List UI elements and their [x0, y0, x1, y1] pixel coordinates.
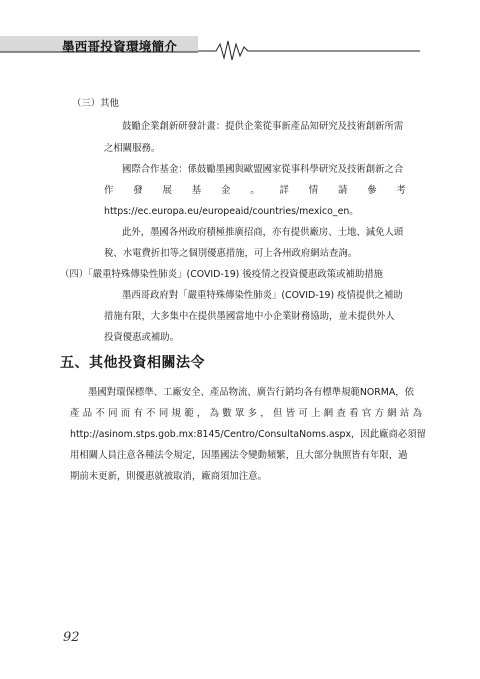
char: 考 — [396, 185, 406, 196]
char: 網 — [387, 408, 397, 419]
char: 站 — [399, 408, 410, 419]
header-title: 墨西哥投資環境簡介 — [62, 39, 178, 54]
paragraph-line: 鼓勵企業創新研發計畫：提供企業從事新產品知研究及技術創新所需 — [122, 121, 404, 132]
char: 而 — [120, 408, 131, 419]
char: 金 — [221, 185, 231, 196]
paragraph-line: 期前未更新，則優惠就被取消，廠商須加注意。 — [70, 471, 267, 482]
char: 詳 — [279, 185, 289, 196]
char: 官 — [361, 408, 372, 419]
char: 方 — [374, 408, 384, 419]
char: 規 — [171, 408, 181, 419]
char: 發 — [133, 185, 143, 196]
char: 多 — [247, 408, 258, 419]
subsection-label-four: （四）「嚴重特殊傳染性肺炎」(COVID-19) 後疫情之投資優惠政策或補助措施 — [60, 269, 383, 280]
char: ， — [196, 408, 207, 419]
justified-line — [70, 405, 422, 419]
char: 為 — [412, 408, 422, 419]
char: 產 — [70, 408, 80, 419]
char: 看 — [349, 408, 359, 419]
char: 有 — [133, 408, 143, 419]
paragraph-line: 墨西哥政府對「嚴重特殊傳染性肺炎」(COVID-19) 疫情提供之補助 — [122, 290, 403, 301]
char: 皆 — [285, 408, 296, 419]
char: 不 — [95, 408, 105, 419]
running-header — [0, 36, 480, 66]
char: 數 — [222, 408, 232, 419]
char: 網 — [323, 408, 334, 419]
section-heading: 五、其他投資相關法令 — [60, 355, 205, 371]
paragraph-line: 國際合作基金：係鼓勵墨國與歐盟國家從事科學研究及技術創新之合 — [122, 164, 404, 175]
char: 範 — [184, 408, 194, 419]
char: 基 — [191, 185, 202, 196]
char: 品 — [82, 408, 93, 419]
paragraph-line: 墨國對環保標準、工廠安全、產品物流、廣告行銷均各有標準規範NORMA，依 — [88, 387, 415, 398]
char: 請 — [338, 185, 348, 196]
char: 為 — [209, 408, 219, 419]
paragraph-line: 用相關人員注意各種法令規定，因墨國法令變動頻繁，且大部分執照皆有年限，過 — [70, 450, 408, 461]
page-number: 92 — [63, 630, 80, 645]
char: 同 — [108, 408, 118, 419]
paragraph-line: 措施有限，大多集中在提供墨國當地中小企業財務協助，並未提供外人 — [104, 311, 395, 322]
char: 展 — [162, 185, 172, 196]
url-line: http://asinom.stps.gob.mx:8145/Centro/ConsultaNoms.aspx，因此廠商必須留 — [70, 429, 427, 440]
char: 情 — [308, 185, 319, 196]
char: 上 — [311, 408, 321, 419]
char: 可 — [298, 408, 308, 419]
subsection-label-three: （三）其他 — [72, 98, 119, 109]
char: 不 — [146, 408, 156, 419]
char: 同 — [158, 408, 169, 419]
char: 參 — [367, 185, 377, 196]
char: 眾 — [234, 408, 245, 419]
paragraph-line: 之相關服務。 — [104, 143, 161, 154]
char: 作 — [104, 185, 114, 196]
char: 查 — [336, 408, 346, 419]
url-line: https://ec.europa.eu/europeaid/countries/mexico_en。 — [104, 206, 359, 217]
paragraph-line: 稅、水電費折扣等之個別優惠措施，可上各州政府網站查詢。 — [104, 248, 358, 259]
justified-line — [104, 182, 406, 196]
char: ， — [260, 408, 270, 419]
paragraph-line: 此外，墨國各州政府積極推廣招商，亦有提供廠房、土地、減免人頭 — [122, 227, 404, 238]
char: 。 — [250, 185, 260, 196]
paragraph-line: 投資優惠或補助。 — [104, 332, 180, 343]
char: 但 — [273, 408, 283, 419]
